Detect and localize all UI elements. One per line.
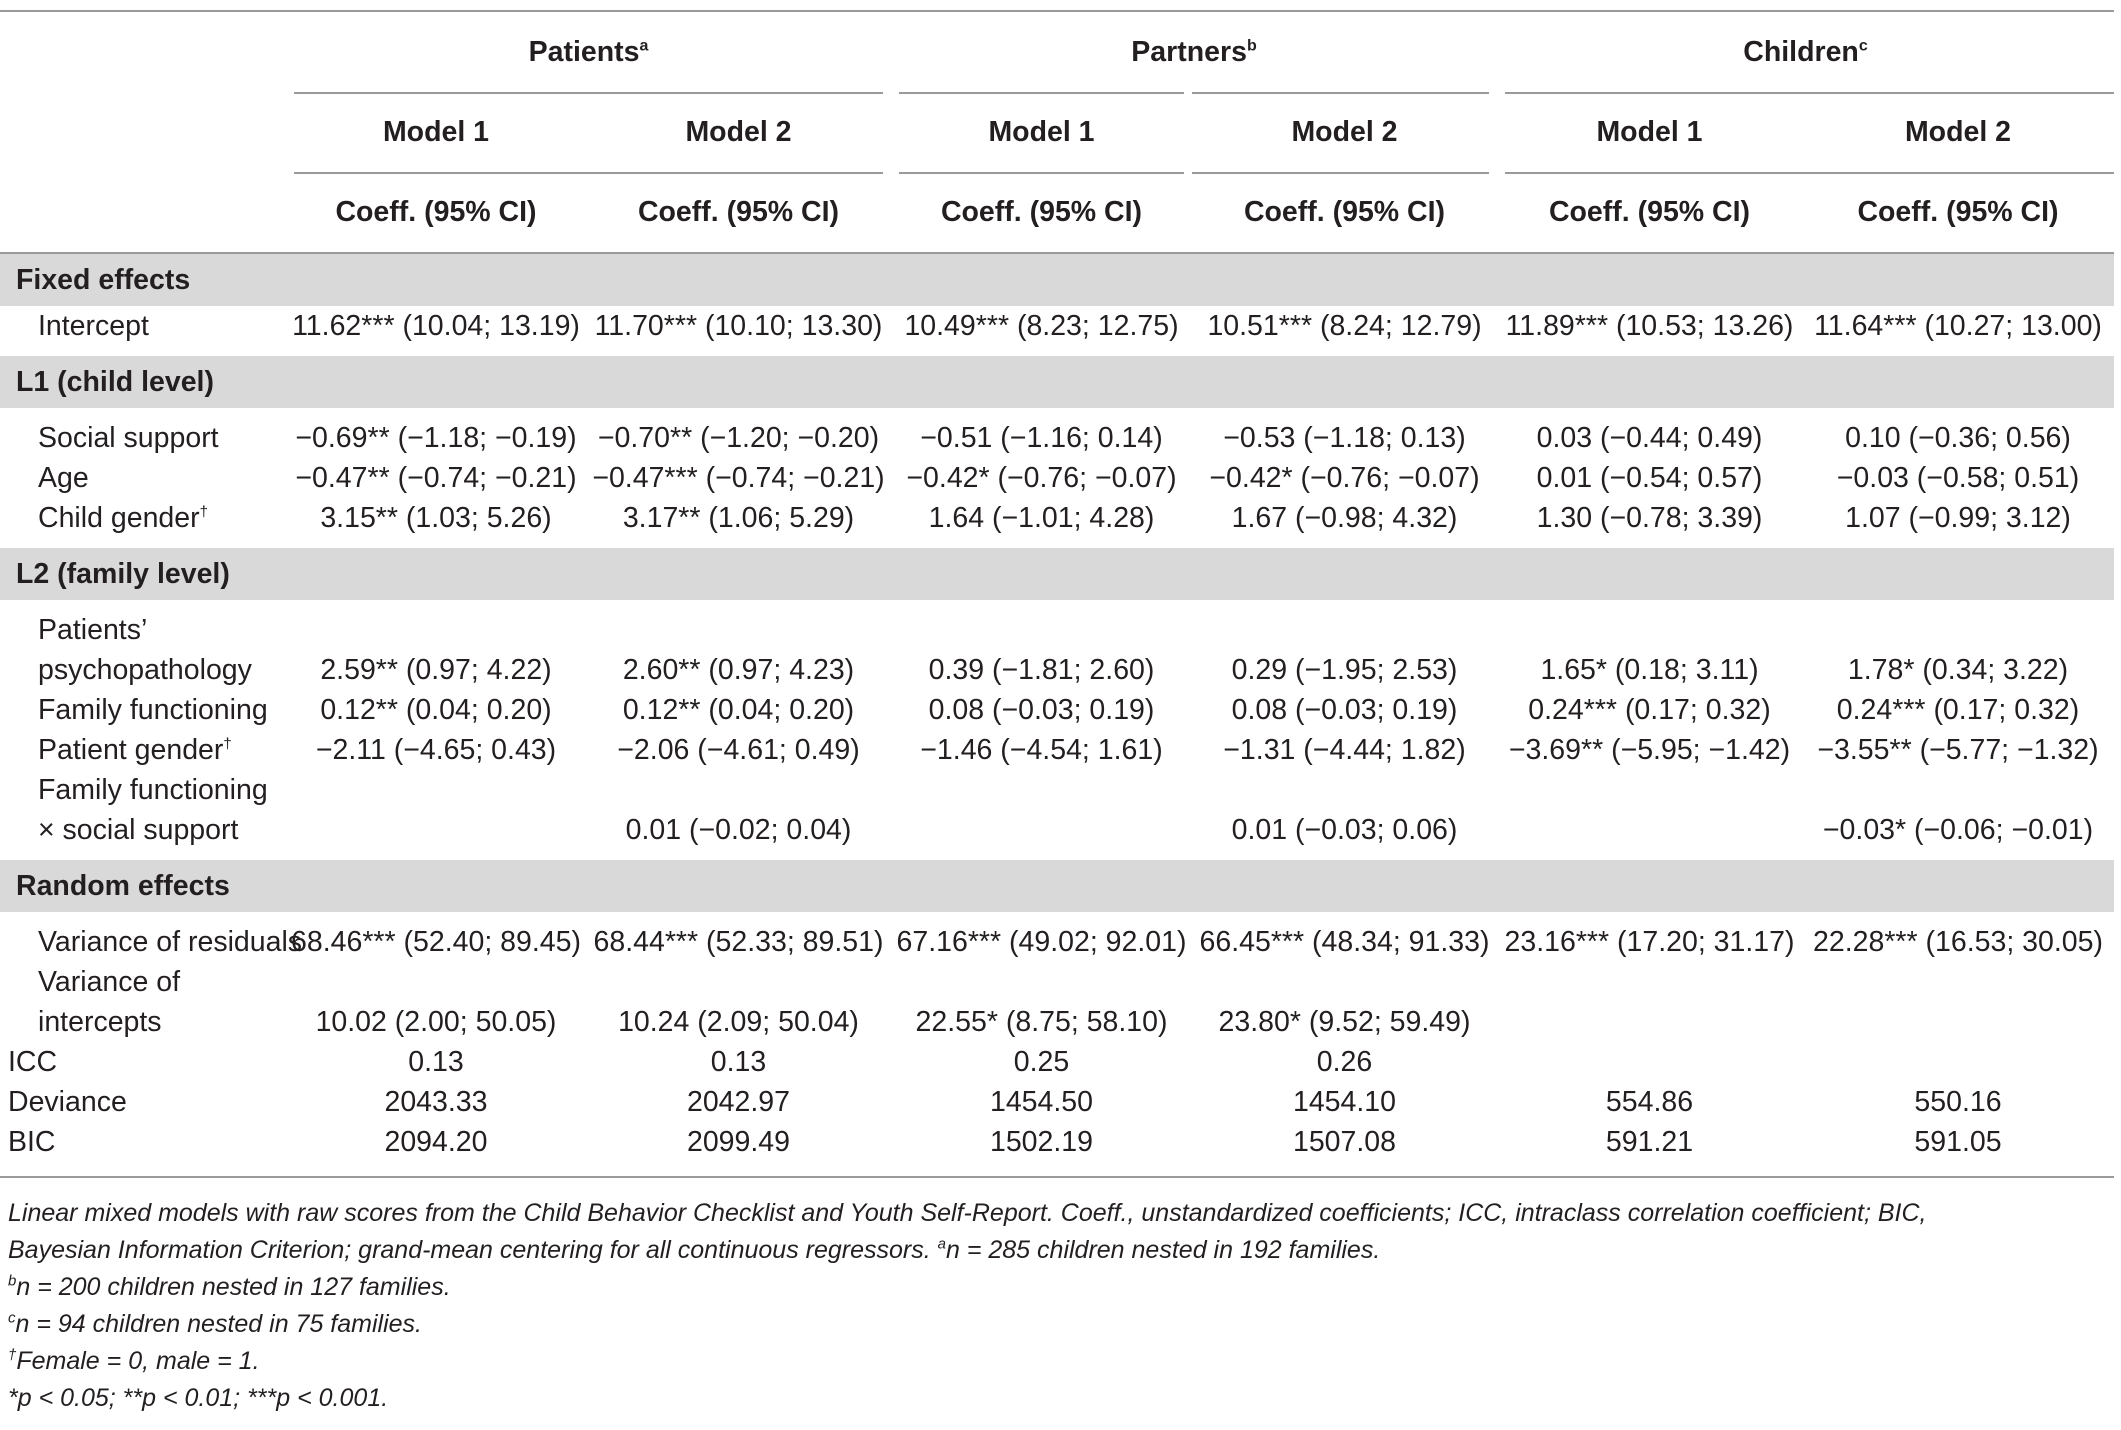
- table-row-label-line: Patients’: [38, 613, 148, 646]
- table-row-label-line: Variance of: [38, 965, 181, 998]
- coeff-header: Coeff. (95% CI): [286, 172, 586, 253]
- section-l2: L2 (family level): [0, 548, 2114, 600]
- section-random-effects: Random effects: [0, 860, 2114, 912]
- group-patients: Patients$^a$: [528, 35, 649, 68]
- model-header-row: [0, 92, 2114, 172]
- table-row: Deviance 2043.33 2042.97 1454.50 1454.10 554.86 550.16: [8, 1085, 2002, 1118]
- model-header: Model 1: [891, 92, 1192, 172]
- group-header-row: [0, 11, 2114, 92]
- stub-header: [0, 11, 286, 92]
- table-row: × social support 0.01 (−0.02; 0.04) 0.01 (−0.03; 0.06) −0.03* (−0.06; −0.01): [38, 813, 2094, 846]
- coeff-header: Coeff. (95% CI): [891, 172, 1192, 253]
- model-header: Model 2: [586, 92, 891, 172]
- table-row: Intercept 11.62*** (10.04; 13.19) 11.70*** (10.10; 13.30) 10.49*** (8.23; 12.75) 10.51*** (8.24; 12.79) 11.89*** (10.53; 13.26) 11.64*** (10.27; 13.00): [38, 309, 2102, 342]
- group-partners: Partners$^b$: [1131, 35, 1257, 68]
- model-header: Model 1: [1497, 92, 1802, 172]
- table-row: Age −0.47** (−0.74; −0.21) −0.47*** (−0.74; −0.21) −0.42* (−0.76; −0.07) −0.42* (−0.76; −0.07) 0.01 (−0.54; 0.57) −0.03 (−0.58; 0.51): [38, 461, 2080, 494]
- model-header: Model 1: [286, 92, 586, 172]
- table-row: Family functioning 0.12** (0.04; 0.20) 0.12** (0.04; 0.20) 0.08 (−0.03; 0.19) 0.08 (−0.03; 0.19) 0.24*** (0.17; 0.32) 0.24*** (0.17; 0.32): [38, 693, 2080, 726]
- footnote-significance: *p < 0.05; **p < 0.01; ***p < 0.001.: [8, 1384, 389, 1412]
- results-table: [0, 10, 2114, 1178]
- coeff-header: Coeff. (95% CI): [1802, 172, 2114, 253]
- footnote-dagger: †Female = 0, male = 1.: [8, 1346, 260, 1375]
- coeff-header: Coeff. (95% CI): [586, 172, 891, 253]
- table-row: Social support −0.69** (−1.18; −0.19) −0.70** (−1.20; −0.20) −0.51 (−1.16; 0.14) −0.53 (−1.18; 0.13) 0.03 (−0.44; 0.49) 0.10 (−0.36; 0.56): [38, 421, 2071, 454]
- section-l1: L1 (child level): [0, 356, 2114, 408]
- table-row-label-line: Family functioning: [38, 773, 268, 806]
- model-header: Model 2: [1802, 92, 2114, 172]
- table-footnotes: [8, 1195, 2108, 1417]
- model-header: Model 2: [1192, 92, 1497, 172]
- coeff-header-row: [0, 172, 2114, 253]
- footnote-main: Linear mixed models with raw scores from the Child Behavior Checklist and Youth Self-Report. Coeff., unstandardized coefficients; ICC, intraclass correlation coefficient; BIC,: [8, 1199, 1927, 1227]
- table-row: Child gender† 3.15** (1.03; 5.26) 3.17** (1.06; 5.29) 1.64 (−1.01; 4.28) 1.67 (−0.98; 4.32) 1.30 (−0.78; 3.39) 1.07 (−0.99; 3.12): [38, 501, 2071, 534]
- footnote-c: $^c$n = 94 children nested in 75 families.: [8, 1309, 422, 1338]
- table-row: Patient gender† −2.11 (−4.65; 0.43) −2.06 (−4.61; 0.49) −1.46 (−4.54; 1.61) −1.31 (−4.44; 1.82) −3.69** (−5.95; −1.42) −3.55** (−5.77; −1.32): [38, 733, 2099, 766]
- table-row: BIC 2094.20 2099.49 1502.19 1507.08 591.21 591.05: [8, 1125, 2002, 1158]
- table-row: Variance of residuals 68.46*** (52.40; 89.45) 68.44*** (52.33; 89.51) 67.16*** (49.02; 92.01) 66.45*** (48.34; 91.33) 23.16*** (17.20; 31.17) 22.28*** (16.53; 30.05): [38, 925, 2103, 958]
- footnote-b: $^b$n = 200 children nested in 127 families.: [8, 1272, 451, 1301]
- table-row: intercepts 10.02 (2.00; 50.05) 10.24 (2.09; 50.04) 22.55* (8.75; 58.10) 23.80* (9.52; 59.49): [38, 1005, 1471, 1038]
- footnote-main-cont: Bayesian Information Criterion; grand-mean centering for all continuous regressors. $^a$n = 285 children nested in 192 families.: [8, 1235, 1381, 1264]
- table-row: ICC 0.13 0.13 0.25 0.26: [8, 1045, 1373, 1078]
- coeff-header: Coeff. (95% CI): [1497, 172, 1802, 253]
- coeff-header: Coeff. (95% CI): [1192, 172, 1497, 253]
- group-children: Children$^c$: [1743, 35, 1868, 68]
- table-row: psychopathology 2.59** (0.97; 4.22) 2.60** (0.97; 4.23) 0.39 (−1.81; 2.60) 0.29 (−1.95; 2.53) 1.65* (0.18; 3.11) 1.78* (0.34; 3.22): [38, 653, 2069, 686]
- section-fixed-effects: Fixed effects: [0, 253, 2114, 306]
